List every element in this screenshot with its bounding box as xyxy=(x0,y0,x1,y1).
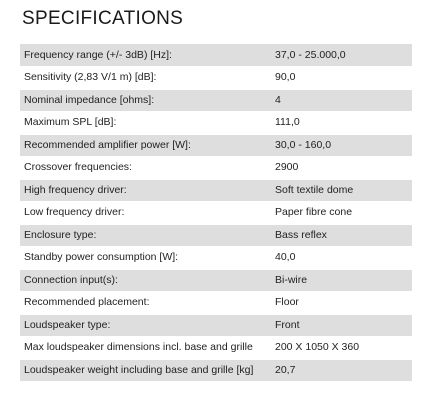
spec-value: 20,7 xyxy=(271,359,412,382)
table-row xyxy=(20,112,412,135)
table-row xyxy=(20,247,412,270)
table-row xyxy=(20,224,412,247)
table-row xyxy=(20,359,412,382)
spec-label: Connection input(s): xyxy=(20,269,271,292)
spec-label: Low frequency driver: xyxy=(20,202,271,225)
spec-label: High frequency driver: xyxy=(20,179,271,202)
spec-label: Max loudspeaker dimensions incl. base and grille xyxy=(20,337,271,360)
table-row xyxy=(20,202,412,225)
spec-value: 30,0 - 160,0 xyxy=(271,134,412,157)
table-row xyxy=(20,157,412,180)
table-row xyxy=(20,179,412,202)
specifications-table xyxy=(20,44,412,382)
spec-value: 4 xyxy=(271,89,412,112)
table-row xyxy=(20,67,412,90)
spec-label: Maximum SPL [dB]: xyxy=(20,112,271,135)
spec-value: Floor xyxy=(271,292,412,315)
spec-value: Paper fibre cone xyxy=(271,202,412,225)
spec-value: 37,0 - 25.000,0 xyxy=(271,44,412,67)
spec-value: 2900 xyxy=(271,157,412,180)
table-row xyxy=(20,337,412,360)
spec-value: Bi-wire xyxy=(271,269,412,292)
spec-label: Loudspeaker weight including base and grille [kg] xyxy=(20,359,271,382)
spec-label: Crossover frequencies: xyxy=(20,157,271,180)
spec-value: Bass reflex xyxy=(271,224,412,247)
table-row xyxy=(20,269,412,292)
spec-value: 90,0 xyxy=(271,67,412,90)
spec-label: Nominal impedance [ohms]: xyxy=(20,89,271,112)
page-title: SPECIFICATIONS xyxy=(22,8,184,29)
spec-label: Standby power consumption [W]: xyxy=(20,247,271,270)
spec-value: 111,0 xyxy=(271,112,412,135)
table-row xyxy=(20,44,412,67)
spec-label: Frequency range (+/- 3dB) [Hz]: xyxy=(20,44,271,67)
table-row xyxy=(20,89,412,112)
table-row xyxy=(20,292,412,315)
spec-value: 200 X 1050 X 360 xyxy=(271,337,412,360)
spec-value: Front xyxy=(271,314,412,337)
spec-label: Enclosure type: xyxy=(20,224,271,247)
spec-label: Recommended amplifier power [W]: xyxy=(20,134,271,157)
spec-label: Sensitivity (2,83 V/1 m) [dB]: xyxy=(20,67,271,90)
table-row xyxy=(20,314,412,337)
table-row xyxy=(20,134,412,157)
spec-label: Loudspeaker type: xyxy=(20,314,271,337)
spec-value: 40,0 xyxy=(271,247,412,270)
spec-value: Soft textile dome xyxy=(271,179,412,202)
spec-label: Recommended placement: xyxy=(20,292,271,315)
